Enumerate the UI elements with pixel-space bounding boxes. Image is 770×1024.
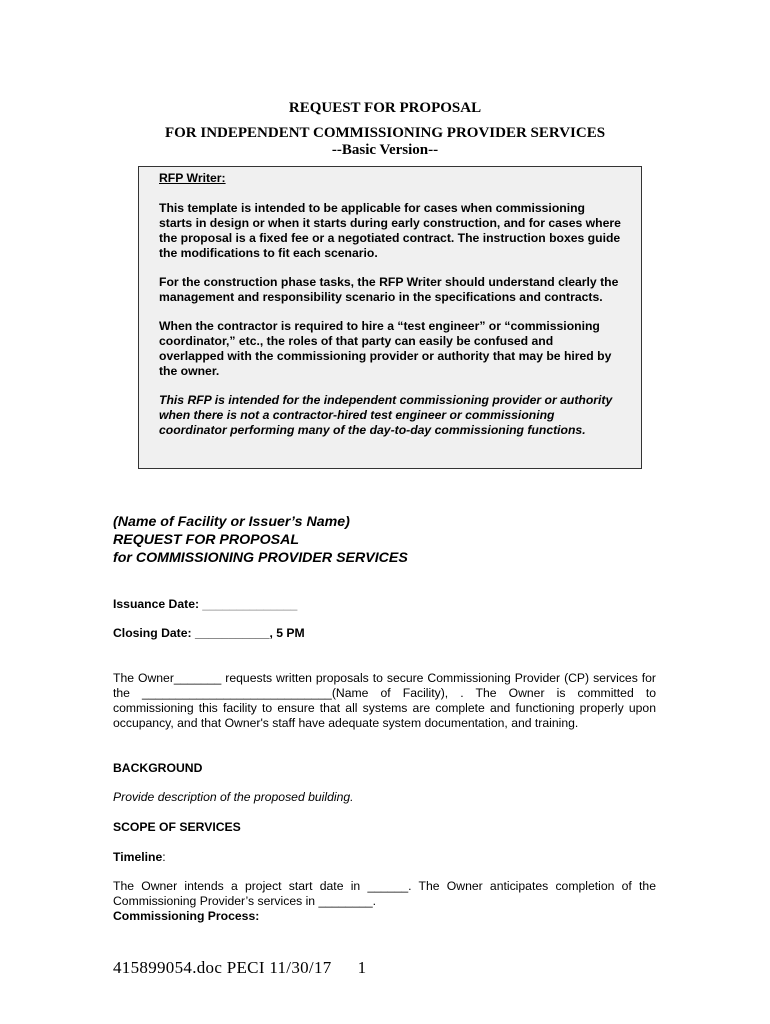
closing-date-label: Closing Date: [113,626,195,640]
facility-name-heading: (Name of Facility or Issuer’s Name) [113,514,350,530]
title-line-3: --Basic Version-- [331,142,439,158]
instruction-paragraph-1: This template is intended to be applicable for cases when commissioning starts in design or when it starts during early construction, and for cases where the proposal is a fixed fee or a negotiated contract. The instruction boxes guide the modifications to fit each scenario. [159,201,621,260]
services-heading: for COMMISSIONING PROVIDER SERVICES [113,550,408,566]
issuance-date-label: Issuance Date: [113,597,203,611]
background-text: Provide description of the proposed building. [113,790,354,804]
closing-date-line [113,626,305,640]
closing-date-value: ___________, 5 PM [194,626,305,640]
background-heading: BACKGROUND [113,761,203,775]
document-heading [113,513,673,567]
timeline-label: Timeline [113,850,163,864]
rfp-writer-instruction-box [138,166,642,469]
timeline-paragraph: The Owner intends a project start date in ______. The Owner anticipates completion of the Commissioning Provider’s services in ________. [113,879,656,908]
title-line-1: REQUEST FOR PROPOSAL [288,100,482,116]
scope-heading: SCOPE OF SERVICES [113,820,241,834]
page-footer [113,958,366,978]
instruction-note: This RFP is intended for the independent commissioning provider or authority when there is not a contractor-hired test engineer or commissioning coordinator performing many of the day-to-day commissioning functions. [159,393,613,437]
rfp-heading: REQUEST FOR PROPOSAL [113,532,300,548]
title-line-2: FOR INDEPENDENT COMMISSIONING PROVIDER SERVICES [164,125,606,141]
footer-page-number: 1 [357,958,367,977]
issuance-date-line [113,597,297,611]
timeline-line [113,850,166,864]
intro-paragraph: The Owner_______ requests written proposals to secure Commissioning Provider (CP) services for the ____________________________(Name of Facility), . The Owner is committed to commissioning this facility to ensure that all systems are complete and functioning properly upon occupancy, and that Owner's staff have adequate system documentation, and training. [113,671,656,730]
rfp-writer-label: RFP Writer: [159,171,226,185]
instruction-paragraph-2: For the construction phase tasks, the RFP Writer should understand clearly the management and responsibility scenario in the specifications and contracts. [159,275,619,304]
commissioning-process-heading: Commissioning Process: [113,909,260,923]
issuance-date-blank: ______________ [202,597,298,611]
timeline-colon: : [162,850,166,864]
footer-filename: 415899054.doc PECI 11/30/17 [113,958,332,977]
instruction-paragraph-3: When the contractor is required to hire a “test engineer” or “commissioning coordinator,” etc., the roles of that party can easily be confused and overlapped with the commissioning provider or authority that may be hired by the owner. [159,319,612,378]
